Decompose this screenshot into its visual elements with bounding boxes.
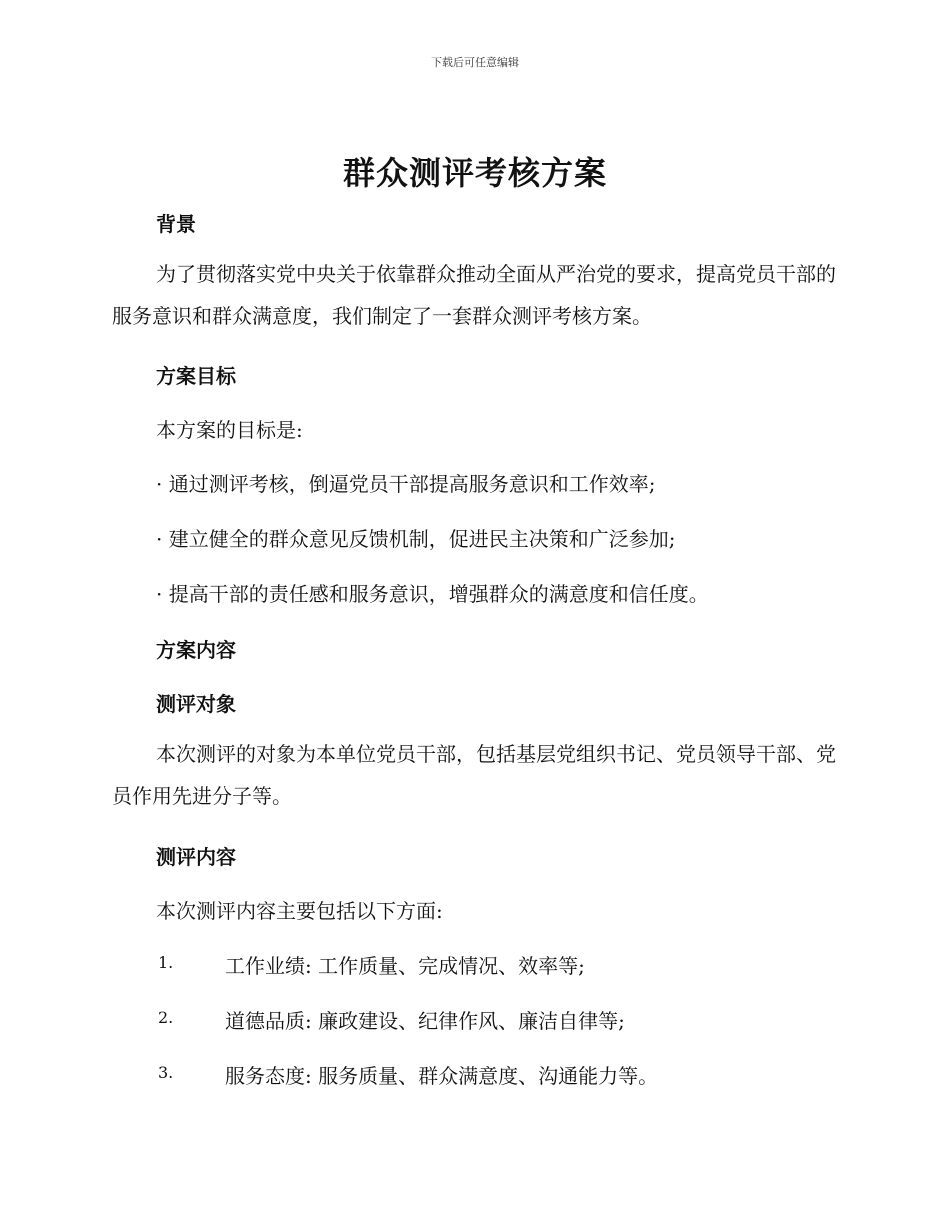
heading-goals: 方案目标 bbox=[156, 364, 236, 388]
list-item-1: 工作业绩: 工作质量、完成情况、效率等; bbox=[225, 954, 585, 978]
list-number-2: 2. bbox=[158, 1008, 174, 1027]
goal-bullet-3: · 提高干部的责任感和服务意识，增强群众的满意度和信任度。 bbox=[156, 582, 709, 606]
list-item-2: 道德品质: 廉政建设、纪律作风、廉洁自律等; bbox=[225, 1009, 625, 1033]
header-note: 下载后可任意编辑 bbox=[431, 56, 519, 69]
list-number-3: 3. bbox=[158, 1063, 174, 1082]
heading-items: 测评内容 bbox=[156, 845, 236, 869]
goals-intro: 本方案的目标是: bbox=[156, 418, 303, 442]
list-number-1: 1. bbox=[158, 953, 174, 972]
goal-bullet-1: · 通过测评考核，倒逼党员干部提高服务意识和工作效率; bbox=[156, 472, 656, 496]
list-item-3: 服务态度: 服务质量、群众满意度、沟通能力等。 bbox=[225, 1064, 659, 1088]
paragraph-subjects: 本次测评的对象为本单位党员干部，包括基层党组织书记、党员领导干部、党员作用先进分子等。 bbox=[112, 742, 836, 808]
heading-content: 方案内容 bbox=[156, 638, 236, 662]
paragraph-background: 为了贯彻落实党中央关于依靠群众推动全面从严治党的要求，提高党员干部的服务意识和群众满意度，我们制定了一套群众测评考核方案。 bbox=[112, 262, 836, 328]
items-intro: 本次测评内容主要包括以下方面: bbox=[156, 899, 443, 923]
heading-background: 背景 bbox=[156, 212, 196, 236]
heading-subjects: 测评对象 bbox=[156, 692, 236, 716]
goal-bullet-2: · 建立健全的群众意见反馈机制，促进民主决策和广泛参加; bbox=[156, 527, 676, 551]
document-title: 群众测评考核方案 bbox=[342, 154, 607, 192]
